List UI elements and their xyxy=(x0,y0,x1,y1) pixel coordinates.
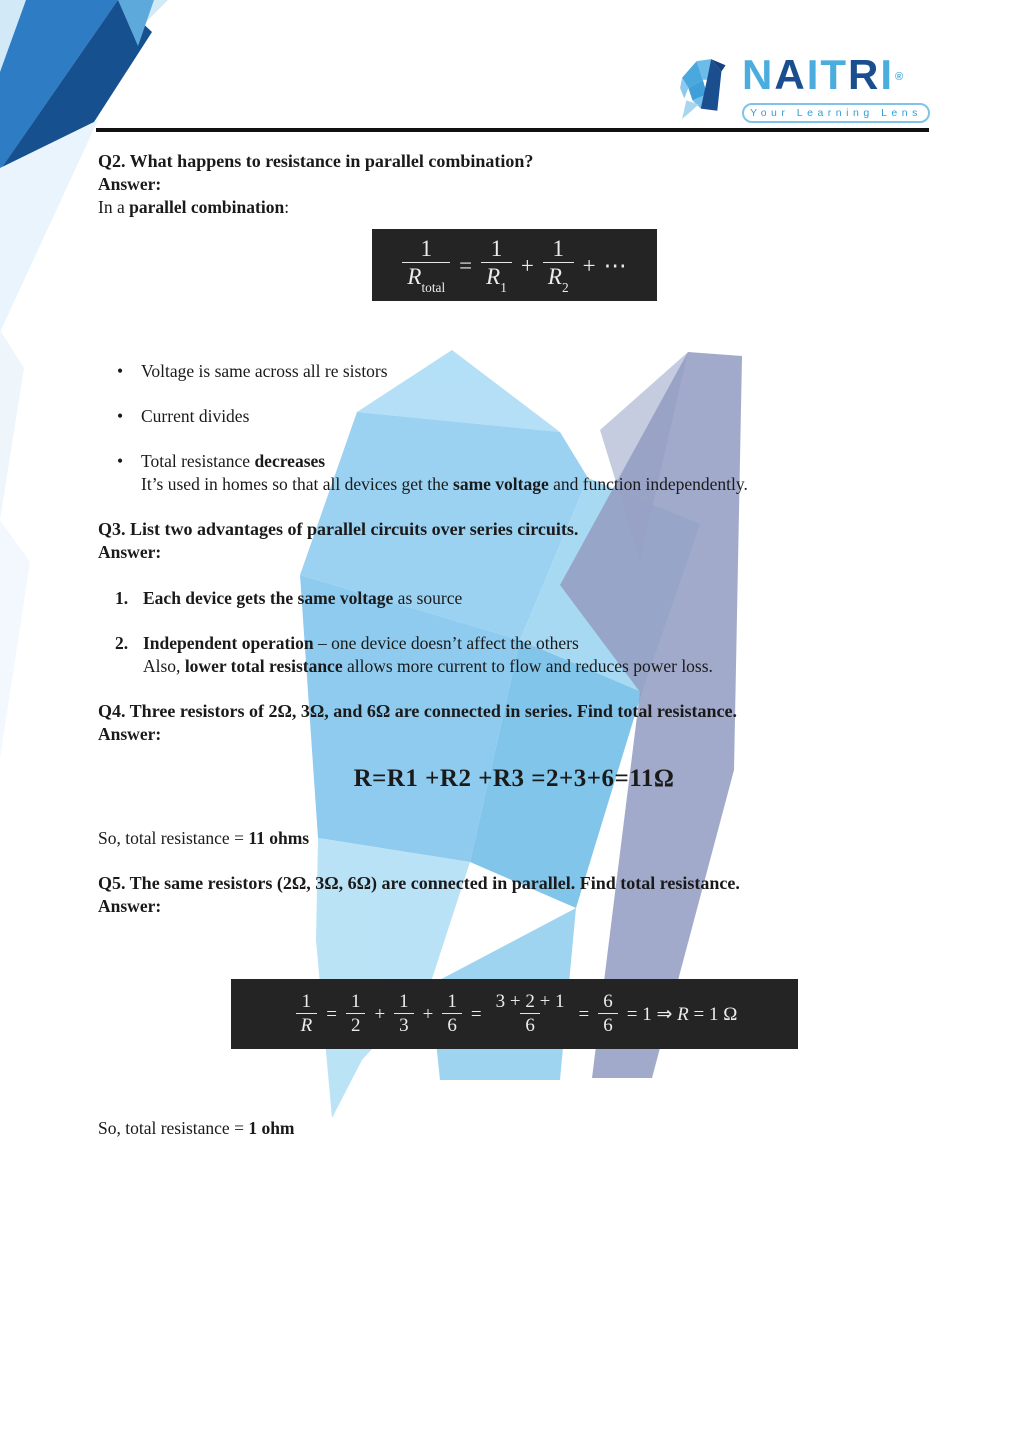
text-run-bold: lower total resistance xyxy=(184,656,343,676)
text-run-bold: Each device gets the same voltage xyxy=(143,588,394,608)
numerator: 1 xyxy=(350,991,361,1013)
text-run: allows more current to flow and reduces power loss. xyxy=(342,656,713,676)
q5-answer-label: Answer: xyxy=(98,896,162,916)
fraction xyxy=(402,237,450,293)
text-run: Also, xyxy=(143,656,185,676)
text-run: It’s used in homes so that all devices get the xyxy=(141,474,454,494)
numerator: 1 xyxy=(490,236,503,262)
item-text xyxy=(143,632,713,678)
equals-sign: = xyxy=(470,1003,482,1025)
q2-answer-label: Answer: xyxy=(98,174,162,194)
variable-R: R xyxy=(547,264,562,290)
q5-result-line xyxy=(98,1117,930,1140)
q2-intro-line xyxy=(98,196,930,219)
subscript: 1 xyxy=(500,279,507,295)
fraction xyxy=(442,992,462,1036)
denominator: 6 xyxy=(520,1013,540,1036)
item-number: 2. xyxy=(115,633,129,653)
denominator: 3 xyxy=(394,1013,414,1036)
numerator: 3 + 2 + 1 xyxy=(495,991,565,1013)
subscript: total xyxy=(421,279,446,295)
numerator: 1 xyxy=(399,991,409,1013)
fraction xyxy=(346,992,366,1036)
q2-heading: Q2. What happens to resistance in parallel combination? xyxy=(98,151,534,171)
text-run: = 1 Ω xyxy=(688,1003,738,1025)
text-run: So, total resistance = xyxy=(98,828,249,848)
bullet-glyph: • xyxy=(117,406,124,426)
list-item xyxy=(98,405,930,428)
equals-sign: = xyxy=(326,1003,337,1025)
denominator: 6 xyxy=(598,1013,618,1036)
text-run-bold: Independent operation xyxy=(143,633,314,653)
brand-letter: I xyxy=(806,51,821,98)
text-run: = 1 ⇒ xyxy=(626,1003,678,1025)
list-item xyxy=(98,587,930,610)
variable-R: R xyxy=(486,264,501,290)
fraction xyxy=(394,992,414,1036)
document-body xyxy=(98,150,930,1140)
text-run-bold: 11 ohms xyxy=(248,828,310,848)
q2-bullet-list xyxy=(98,360,930,496)
brand-tagline: Your Learning Lens xyxy=(742,103,930,123)
plus-sign: + xyxy=(520,252,534,278)
numerator: 6 xyxy=(603,991,613,1013)
series-resistance-equation: R=R1 +R2 +R3 =2+3+6=11Ω xyxy=(353,765,675,792)
equation-tail xyxy=(627,1003,738,1026)
equals-sign: = xyxy=(578,1003,590,1025)
plus-sign: + xyxy=(374,1003,386,1025)
equals-sign: = xyxy=(459,252,473,278)
naitri-logo xyxy=(680,51,940,130)
bullet-glyph: • xyxy=(117,451,124,471)
q2-intro-bold: parallel combination xyxy=(129,197,285,217)
brand-letter: I xyxy=(880,51,895,98)
bullet-glyph: • xyxy=(117,361,124,381)
fraction xyxy=(296,992,318,1036)
plus-sign: + xyxy=(582,252,596,278)
ellipsis: ⋯ xyxy=(603,252,627,278)
registered-mark: ® xyxy=(895,71,906,83)
fraction xyxy=(481,237,512,293)
brand-letter: N xyxy=(742,51,775,98)
brand-letter: T xyxy=(820,51,849,98)
numerator: 1 xyxy=(301,991,312,1013)
list-item xyxy=(98,360,930,383)
text-run: Total resistance xyxy=(141,451,255,471)
numerator: 1 xyxy=(420,236,433,262)
subscript: 2 xyxy=(561,279,569,295)
text-run-bold: decreases xyxy=(254,451,326,471)
denominator: 6 xyxy=(442,1013,462,1036)
q4-heading: Q4. Three resistors of 2Ω, 3Ω, and 6Ω are connected in series. Find total resistance. xyxy=(98,701,738,721)
list-item xyxy=(98,450,930,496)
header-divider-rule xyxy=(96,128,929,132)
text-run: as source xyxy=(393,588,463,608)
text-run: – one device doesn’t affect the others xyxy=(313,633,579,653)
bullet-text: Current divides xyxy=(141,406,250,426)
brand-wordmark xyxy=(742,53,904,97)
fraction xyxy=(598,992,618,1036)
fraction xyxy=(491,992,570,1036)
fraction xyxy=(543,237,574,293)
denominator xyxy=(402,262,450,293)
naitri-logo-icon xyxy=(680,57,736,119)
variable-R: R xyxy=(407,264,422,290)
list-item xyxy=(98,632,930,678)
denominator: 2 xyxy=(346,1013,366,1036)
parallel-resistance-calculation xyxy=(231,979,798,1049)
q4-answer-label: Answer: xyxy=(98,724,162,744)
bullet-text: Voltage is same across all re sistors xyxy=(141,361,388,381)
q2-intro-post: : xyxy=(284,197,290,217)
numerator: 1 xyxy=(552,236,564,262)
item-number: 1. xyxy=(115,588,129,608)
brand-letter: A xyxy=(774,51,807,98)
text-run-bold: 1 ohm xyxy=(248,1118,295,1138)
denominator: R xyxy=(296,1013,318,1036)
q4-result-line xyxy=(98,827,930,850)
bullet-text xyxy=(141,450,748,496)
q3-numbered-list xyxy=(98,587,930,678)
item-text xyxy=(143,587,462,610)
plus-sign: + xyxy=(422,1003,434,1025)
text-run: So, total resistance = xyxy=(98,1118,249,1138)
text-run-bold: same voltage xyxy=(453,474,549,494)
q3-answer-label: Answer: xyxy=(98,542,162,562)
text-run: and function independently. xyxy=(548,474,748,494)
numerator: 1 xyxy=(447,991,457,1013)
brand-letter: R xyxy=(848,51,881,98)
denominator xyxy=(481,262,512,293)
q2-intro-pre: In a xyxy=(98,197,130,217)
parallel-resistance-formula xyxy=(372,229,657,301)
variable-R: R xyxy=(677,1003,689,1025)
q5-heading: Q5. The same resistors (2Ω, 3Ω, 6Ω) are connected in parallel. Find total resistance. xyxy=(98,873,740,893)
denominator xyxy=(543,262,574,293)
q3-heading: Q3. List two advantages of parallel circuits over series circuits. xyxy=(98,519,579,539)
